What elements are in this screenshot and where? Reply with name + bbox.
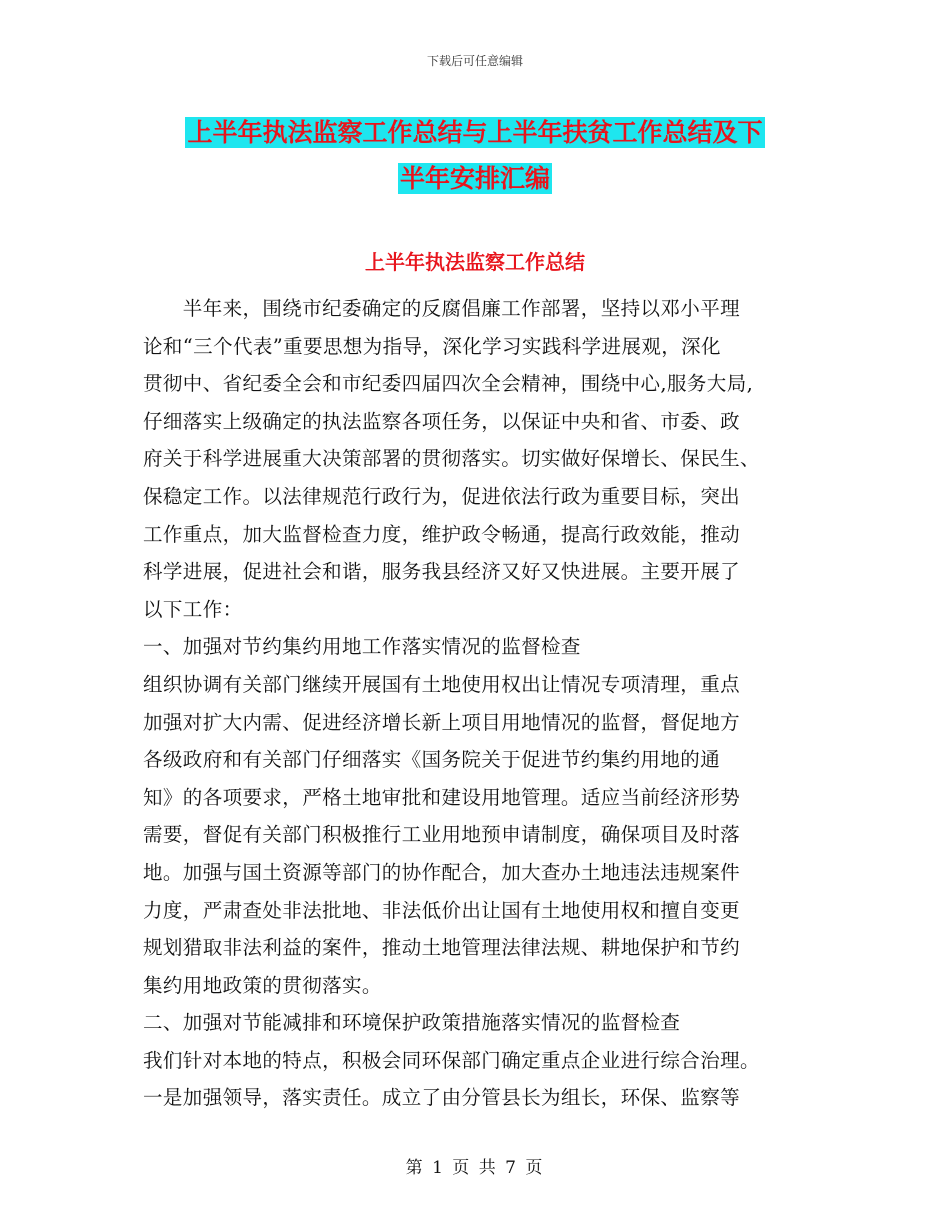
body-text: [143, 290, 808, 1117]
heading-2: 二、加强对节能减排和环境保护政策措施落实情况的监督检查: [143, 1011, 681, 1035]
body-line: 需要，督促有关部门积极推行工业用地预申请制度，确保项目及时落: [143, 823, 741, 847]
body-line: 工作重点，加大监督检查力度，维护政令畅通，提高行政效能，推动: [143, 522, 741, 546]
body-line: 集约用地政策的贯彻落实。: [143, 973, 382, 997]
body-line: 以下工作：: [143, 597, 243, 621]
body-line: 府关于科学进展重大决策部署的贯彻落实。切实做好保增长、保民生、: [143, 447, 760, 471]
body-line: 地。加强与国土资源等部门的协作配合，加大查办土地违法违规案件: [143, 860, 741, 884]
body-line: 贯彻中、省纪委全会和市纪委四届四次全会精神，围绕中心,服务大局,: [143, 372, 754, 396]
heading-1: 一、加强对节约集约用地工作落实情况的监督检查: [143, 635, 581, 659]
document-title: [0, 110, 950, 202]
body-line: 加强对扩大内需、促进经济增长新上项目用地情况的监督，督促地方: [143, 710, 741, 734]
body-line: 论和“三个代表”重要思想为指导，深化学习实践科学进展观，深化: [143, 334, 721, 358]
title-line-1: 上半年执法监察工作总结与上半年扶贫工作总结及下: [187, 118, 763, 147]
body-line: 各级政府和有关部门仔细落实《国务院关于促进节约集约用地的通: [143, 748, 721, 772]
title-line-2: 半年安排汇编: [399, 164, 550, 193]
page-footer: 第 1 页 共 7 页: [405, 1158, 545, 1178]
body-line: 组织协调有关部门继续开展国有土地使用权出让情况专项清理，重点: [143, 672, 741, 696]
body-line: 保稳定工作。以法律规范行政行为，促进依法行政为重要目标，突出: [143, 484, 741, 508]
header-note: 下载后可任意编辑: [426, 54, 523, 68]
body-line: 知》的各项要求，严格土地审批和建设用地管理。适应当前经济形势: [143, 785, 741, 809]
body-line: 科学进展，促进社会和谐，服务我县经济又好又快进展。主要开展了: [143, 560, 741, 584]
body-line: 仔细落实上级确定的执法监察各项任务，以保证中央和省、市委、政: [143, 409, 741, 433]
body-line: 一是加强领导，落实责任。成立了由分管县长为组长，环保、监察等: [143, 1086, 741, 1110]
body-line: 规划猎取非法利益的案件，推动土地管理法律法规、耕地保护和节约: [143, 936, 741, 960]
body-line: 半年来，围绕市纪委确定的反腐倡廉工作部署，坚持以邓小平理: [143, 297, 741, 320]
section-title: 上半年执法监察工作总结: [365, 250, 585, 274]
body-line: 力度，严肃查处非法批地、非法低价出让国有土地使用权和擅自变更: [143, 898, 741, 922]
body-line: 我们针对本地的特点，积极会同环保部门确定重点企业进行综合治理。: [143, 1048, 760, 1072]
